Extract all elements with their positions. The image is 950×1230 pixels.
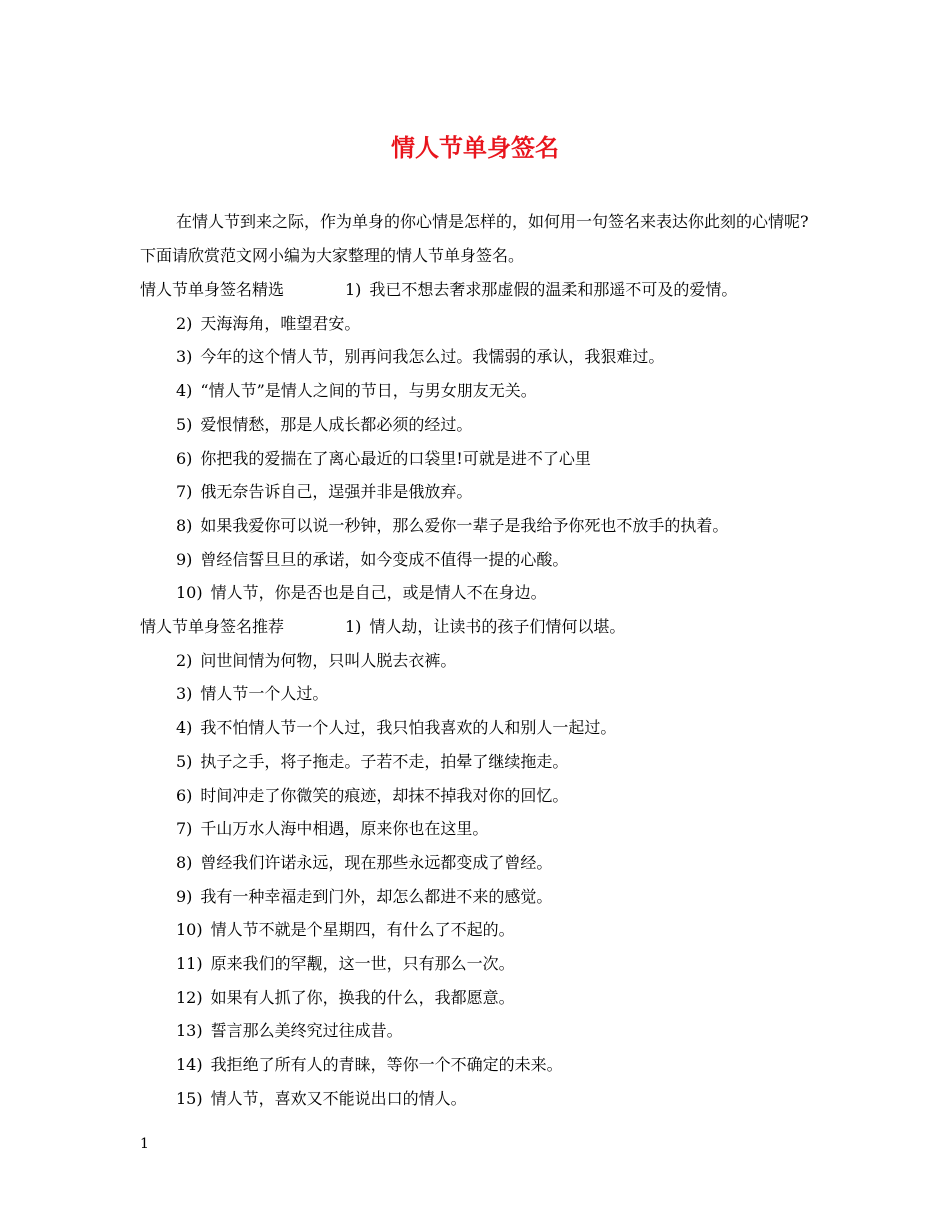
page-number: 1 — [140, 1136, 149, 1152]
list-item — [140, 1014, 820, 1048]
list-item — [140, 913, 820, 947]
item-number: 9) — [176, 886, 193, 906]
item-number: 5) — [176, 751, 193, 771]
section-heading: 情人节单身签名精选 — [140, 280, 285, 299]
item-text: 我已不想去奢求那虚假的温柔和那遥不可及的爱情。 — [369, 280, 738, 299]
item-number: 10) — [176, 920, 203, 940]
list-item — [140, 981, 820, 1015]
item-text: 曾经我们许诺永远，现在那些永远都变成了曾经。 — [200, 852, 553, 872]
item-text: 俄无奈告诉自己，逞强并非是俄放弃。 — [200, 482, 473, 502]
section-heading: 情人节单身签名推荐 — [140, 617, 285, 637]
list-item — [140, 644, 820, 678]
item-number: 8) — [176, 515, 193, 535]
intro-paragraph: 在情人节到来之际，作为单身的你心情是怎样的，如何用一句签名来表达你此刻的心情呢?下面请欣赏范文网小编为大家整理的情人节单身签名。 — [140, 212, 809, 265]
item-text: 爱恨情愁，那是人成长都必须的经过。 — [200, 414, 473, 434]
item-text: 情人节不就是个星期四，有什么了不起的。 — [210, 920, 515, 940]
item-number: 9) — [176, 549, 193, 569]
item-number: 14) — [176, 1055, 203, 1075]
item-number: 1) — [345, 617, 362, 637]
list-item — [140, 745, 820, 779]
list-item — [140, 475, 820, 509]
item-number: 11) — [176, 954, 203, 974]
item-text: 我不怕情人节一个人过，我只怕我喜欢的人和别人一起过。 — [200, 718, 617, 738]
item-text: 情人节，你是否也是自己，或是情人不在身边。 — [210, 583, 547, 603]
item-text: 今年的这个情人节，别再问我怎么过。我懦弱的承认，我狠难过。 — [200, 347, 665, 367]
item-number: 12) — [176, 987, 203, 1007]
item-text: 天海海角，唯望君安。 — [200, 313, 361, 333]
list-item — [140, 374, 820, 408]
list-item — [140, 408, 820, 442]
item-text: 誓言那么美终究过往成昔。 — [210, 1021, 403, 1041]
item-text: 我有一种幸福走到门外，却怎么都进不来的感觉。 — [200, 886, 553, 906]
item-number: 4) — [176, 718, 193, 738]
item-number: 6) — [176, 448, 193, 468]
list-item — [140, 340, 820, 374]
page-title: 情人节单身签名 — [391, 133, 559, 162]
item-text: 如果有人抓了你，换我的什么，我都愿意。 — [210, 987, 515, 1007]
item-number: 2) — [176, 650, 193, 670]
item-number: 3) — [176, 347, 193, 367]
item-number: 8) — [176, 852, 193, 872]
item-text: 如果我爱你可以说一秒钟，那么爱你一辈子是我给予你死也不放手的执着。 — [200, 515, 729, 535]
item-text: “情人节”是情人之间的节日，与男女朋友无关。 — [200, 381, 537, 401]
item-number: 15) — [176, 1088, 203, 1108]
section-heading-line — [140, 610, 820, 644]
list-item — [140, 1082, 820, 1116]
item-text: 问世间情为何物，只叫人脱去衣裤。 — [200, 650, 457, 670]
item-text: 情人劫，让读书的孩子们情何以堪。 — [369, 617, 626, 637]
item-number: 7) — [176, 819, 193, 839]
item-number: 4) — [176, 381, 193, 401]
document-body — [140, 205, 820, 1116]
item-text: 原来我们的罕觏，这一世，只有那么一次。 — [210, 954, 515, 974]
list-item — [140, 509, 820, 543]
list-item — [140, 779, 820, 813]
item-text: 千山万水人海中相遇，原来你也在这里。 — [200, 819, 489, 839]
list-item — [140, 812, 820, 846]
item-text: 我拒绝了所有人的青睐，等你一个不确定的未来。 — [210, 1055, 563, 1075]
section-heading-line — [140, 273, 820, 307]
item-number: 3) — [176, 684, 193, 704]
item-text: 你把我的爱揣在了离心最近的口袋里!可就是进不了心里 — [200, 448, 591, 468]
signature-sections — [140, 273, 820, 1116]
list-item — [140, 307, 820, 341]
item-number: 6) — [176, 785, 193, 805]
list-item — [140, 846, 820, 880]
list-item — [140, 947, 820, 981]
list-item — [140, 442, 820, 476]
item-number: 10) — [176, 583, 203, 603]
item-text: 执子之手，将子拖走。子若不走，拍晕了继续拖走。 — [200, 751, 569, 771]
list-item — [140, 1048, 820, 1082]
list-item — [140, 576, 820, 610]
list-item — [140, 543, 820, 577]
item-number: 5) — [176, 414, 193, 434]
item-number: 1) — [345, 280, 362, 299]
item-text: 情人节，喜欢又不能说出口的情人。 — [210, 1088, 467, 1108]
item-text: 情人节一个人过。 — [200, 684, 329, 704]
list-item — [140, 880, 820, 914]
item-number: 2) — [176, 313, 193, 333]
item-number: 7) — [176, 482, 193, 502]
item-text: 时间冲走了你微笑的痕迹，却抹不掉我对你的回忆。 — [200, 785, 569, 805]
list-item — [140, 677, 820, 711]
item-text: 曾经信誓旦旦的承诺，如今变成不值得一提的心酸。 — [200, 549, 569, 569]
item-number: 13) — [176, 1021, 203, 1041]
list-item — [140, 711, 820, 745]
